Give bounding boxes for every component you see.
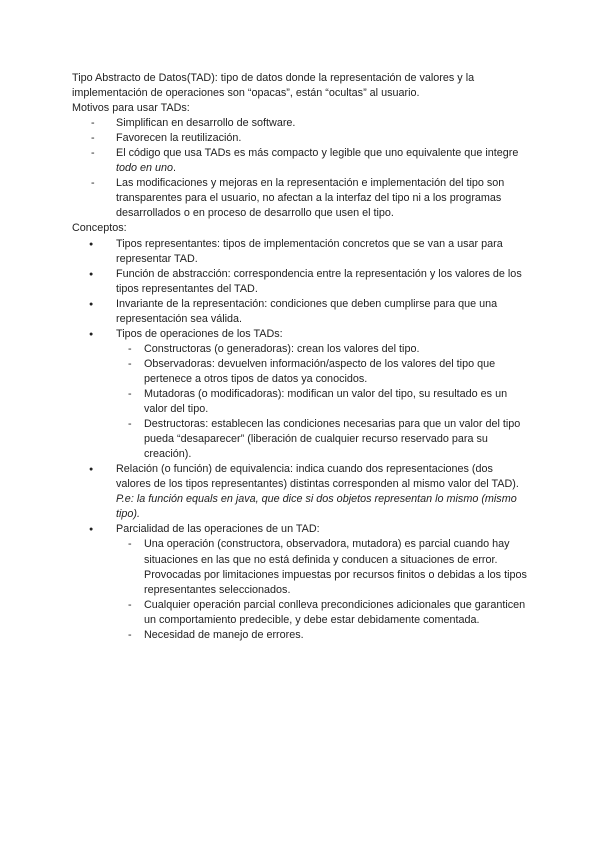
conceptos-list-continued: [72, 462, 528, 537]
list-item: - Necesidad de manejo de errores.: [72, 628, 528, 643]
parcialidad-sublist: [72, 537, 528, 642]
conceptos-list: [72, 237, 528, 342]
list-item: - Una operación (constructora, observadora, mutadora) es parcial cuando hay situaciones en las que no está definida y conducen a situaciones de error. Provocadas por limitaciones impuestas por recursos finitos o debidas a los tipos representantes seleccionados.: [72, 537, 528, 597]
motivos-list: [72, 116, 528, 221]
equivalencia-example: P.e: la función equals en java, que dice si dos objetos representan lo mismo (mismo tipo).: [116, 493, 517, 521]
list-item: - Constructoras (o generadoras): crean los valores del tipo.: [72, 342, 528, 357]
list-item: - Favorecen la reutilización.: [72, 131, 528, 146]
concept-tipos-operaciones: ● Tipos de operaciones de los TADs:: [72, 327, 528, 342]
operaciones-sublist: [72, 342, 528, 462]
concept-funcion-abstraccion: ● Función de abstracción: correspondencia entre la representación y los valores de los tipos representantes del TAD.: [72, 267, 528, 297]
list-item: - El código que usa TADs es más compacto y legible que uno equivalente que integre todo en uno.: [72, 146, 528, 176]
emphasis: todo en uno: [116, 162, 174, 175]
list-item: - Destructoras: establecen las condiciones necesarias para que un valor del tipo pueda “desaparecer” (liberación de cualquier recurso reservado para su creación).: [72, 417, 528, 462]
list-item: - Simplifican en desarrollo de software.: [72, 116, 528, 131]
list-item: - Observadoras: devuelven información/aspecto de los valores del tipo que pertenece a otros tipos de datos ya conocidos.: [72, 357, 528, 387]
concept-parcialidad: ● Parcialidad de las operaciones de un TAD:: [72, 522, 528, 537]
conceptos-heading: Conceptos:: [72, 222, 127, 235]
list-item: - Cualquier operación parcial conlleva precondiciones adicionales que garanticen un comportamiento predecible, y debe estar debidamente comentada.: [72, 598, 528, 628]
concept-equivalencia: ● Relación (o función) de equivalencia: indica cuando dos representaciones (dos valores de los tipos representantes) distintas corresponden al mismo valor del TAD). P.e: la función equals en java, que dice si dos objetos representan lo mismo (mismo tipo).: [72, 462, 528, 522]
tad-definition: Tipo Abstracto de Datos(TAD): tipo de datos donde la representación de valores y la implementación de operaciones son “opacas”, están “ocultas” al usuario.: [72, 72, 475, 100]
motivos-heading: Motivos para usar TADs:: [72, 102, 190, 115]
list-item: - Mutadoras (o modificadoras): modifican un valor del tipo, su resultado es un valor del tipo.: [72, 387, 528, 417]
concept-tipos-representantes: ● Tipos representantes: tipos de implementación concretos que se van a usar para representar TAD.: [72, 237, 528, 267]
list-item: - Las modificaciones y mejoras en la representación e implementación del tipo son transparentes para el usuario, no afectan a la interfaz del tipo ni a los programas desarrollados o en proceso de desarrollo que usen el tipo.: [72, 176, 528, 221]
document-body: [72, 71, 528, 643]
concept-invariante: ● Invariante de la representación: condiciones que deben cumplirse para que una representación sea válida.: [72, 297, 528, 327]
